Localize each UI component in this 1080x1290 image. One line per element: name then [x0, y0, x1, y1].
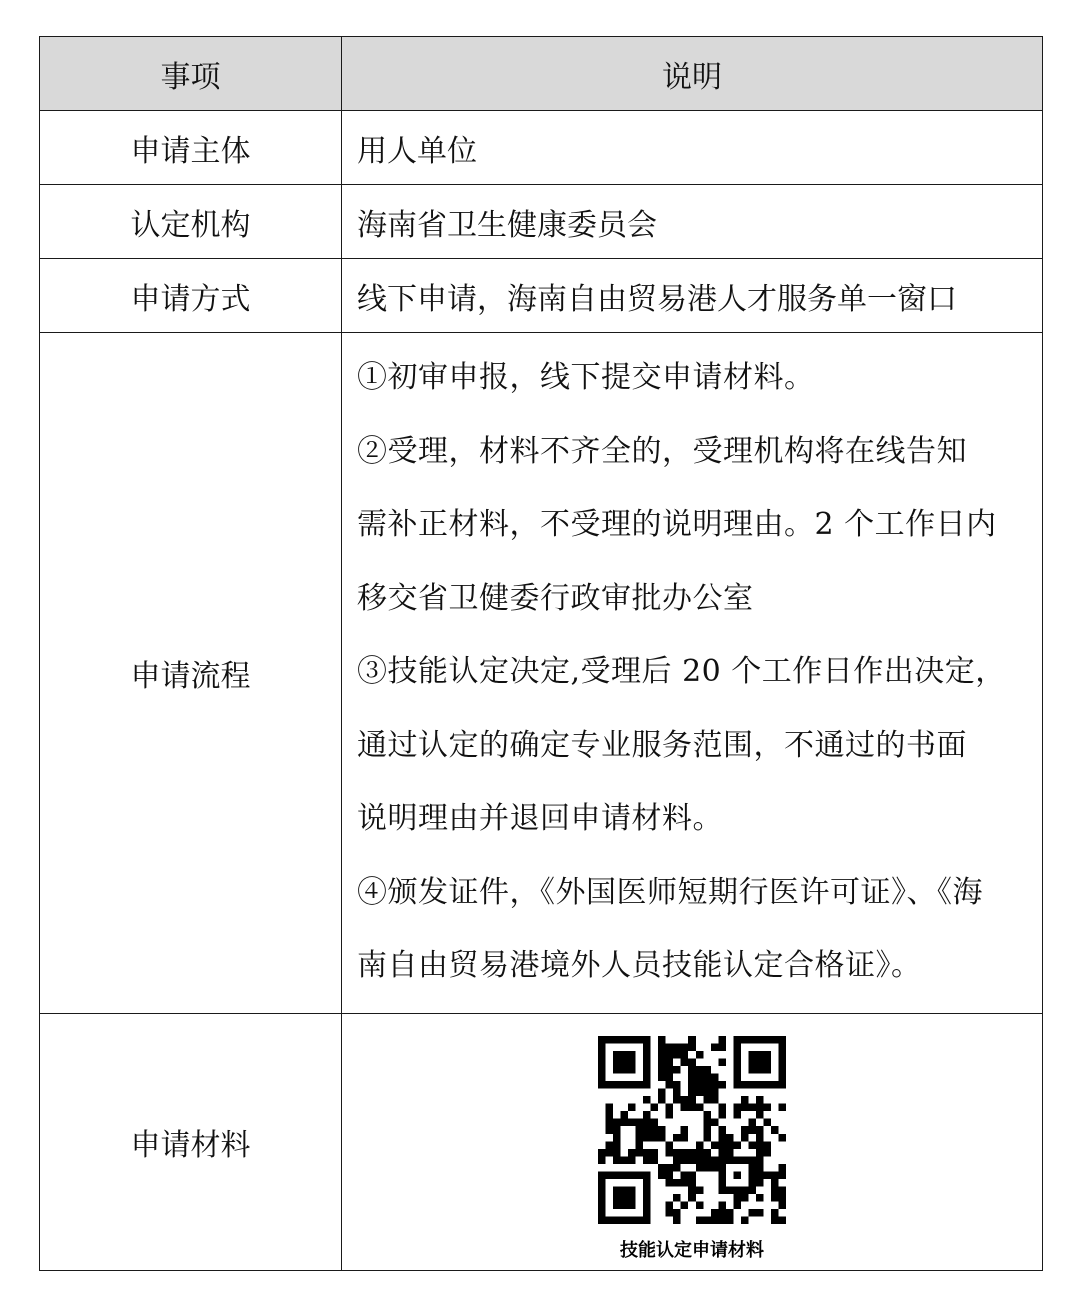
row-label-method: 申请方式	[40, 259, 342, 333]
table-row-applicant	[40, 111, 1043, 185]
row-label-process: 申请流程	[40, 333, 342, 1014]
info-table	[39, 36, 1043, 1271]
process-line: 说明理由并退回申请材料。	[357, 801, 723, 836]
process-line: 通过认定的确定专业服务范围，不通过的书面	[357, 727, 967, 763]
qr-caption: 技能认定申请材料	[620, 1239, 764, 1261]
process-line: 南自由贸易港境外人员技能认定合格证》。	[357, 948, 922, 983]
process-line: 移交省卫健委行政审批办公室	[357, 580, 754, 616]
row-label-materials: 申请材料	[40, 1013, 342, 1270]
row-value-materials	[342, 1013, 1043, 1270]
table-header-row	[40, 37, 1043, 111]
process-line: 需补正材料，不受理的说明理由。2 个工作日内	[357, 507, 997, 542]
table-row-authority	[40, 185, 1043, 259]
row-label-applicant: 申请主体	[40, 111, 342, 185]
header-description: 说明	[342, 37, 1043, 111]
process-line: ③技能认定决定,受理后 20 个工作日作出决定，	[357, 654, 1006, 689]
row-value-method: 线下申请，海南自由贸易港人才服务单一窗口	[342, 259, 1043, 333]
table-row-materials	[40, 1013, 1043, 1270]
header-item: 事项	[40, 37, 342, 111]
row-value-authority: 海南省卫生健康委员会	[342, 185, 1043, 259]
qr-code-icon[interactable]	[598, 1036, 786, 1224]
process-line: ②受理，材料不齐全的，受理机构将在线告知	[357, 433, 967, 469]
process-line: ④颁发证件，《外国医师短期行医许可证》、《海	[357, 874, 983, 910]
table-row-method	[40, 259, 1043, 333]
qr-block	[598, 1036, 786, 1262]
row-value-applicant: 用人单位	[342, 111, 1043, 185]
row-value-process	[342, 333, 1043, 1014]
row-label-authority: 认定机构	[40, 185, 342, 259]
process-line: ①初审申报，线下提交申请材料。	[357, 360, 815, 395]
table-row-process	[40, 333, 1043, 1014]
process-steps	[342, 333, 1042, 1013]
